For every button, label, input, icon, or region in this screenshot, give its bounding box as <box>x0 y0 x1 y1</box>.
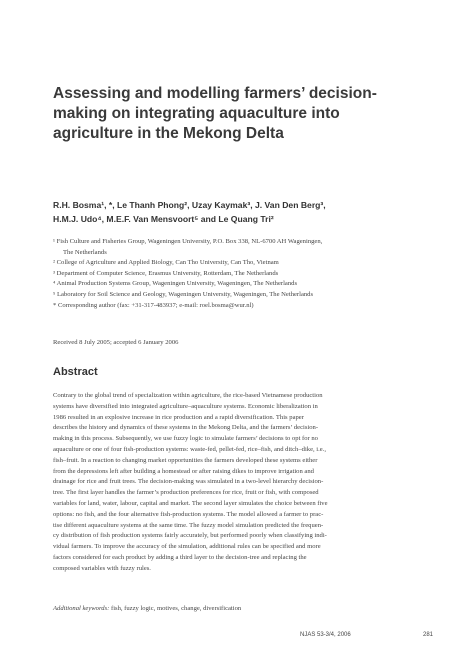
abstract-line: aquaculture or one of four fish-production systems: waste-fed, pellet-fed, rice–fish, and ditch–dike, i.e., <box>53 445 327 453</box>
title-line: agriculture in the Mekong Delta <box>53 125 284 142</box>
journal-reference: NJAS 53-3/4, 2006 <box>300 632 351 638</box>
abstract-line: Contrary to the global trend of specialization within agriculture, the rice-based Vietnamese production <box>53 392 323 399</box>
abstract-line: vidual farmers. To improve the accuracy of the simulation, additional rules can be specified and more <box>53 543 321 551</box>
keywords-label: Additional keywords: <box>53 605 110 612</box>
abstract-line: 1986 resulted in an explosive increase in rice production and a rapid diversification. This paper <box>53 413 304 421</box>
affiliation-item: The Netherlands <box>63 248 107 256</box>
abstract-line: fish–fruit. In a reaction to changing market opportunities the farmers developed these systems either <box>53 456 318 464</box>
abstract-line: cy distribution of fish production systems fairly accurately, but performed poorly when classifying indi- <box>53 532 327 540</box>
abstract-line: variables for land, water, labour, capital and market. The second layer simulates the choice between five <box>53 499 328 507</box>
page-footer <box>300 632 433 638</box>
affiliation-item: ⁵ Laboratory for Soil Science and Geology, Wageningen University, Wageningen, The Netherlands <box>53 290 314 298</box>
affiliation-item: ³ Department of Computer Science, Erasmus University, Rotterdam, The Netherlands <box>53 269 279 277</box>
author-line: H.M.J. Udo⁴, M.E.F. Van Mensvoort⁵ and Le Quang Tri² <box>53 214 274 224</box>
abstract-line: factors considered for each product by adding a third layer to the decision-tree and replacing the <box>53 553 307 561</box>
abstract-line: tree. The first layer handles the farmer’s production preferences for rice, fruit or fish, with composed <box>53 489 319 497</box>
abstract-line: from the depressions left after building a homestead or after raising dikes to improve irrigation and <box>53 467 314 475</box>
abstract-line: drainage for rice and fruit trees. The decision-making was simulated in a two-level hierarchy decision- <box>53 478 324 486</box>
title-line: making on integrating aquaculture into <box>53 105 340 122</box>
page-number: 281 <box>422 632 433 638</box>
title-line: Assessing and modelling farmers’ decision- <box>53 85 377 102</box>
paper-title <box>53 84 433 144</box>
abstract-line: systems have diversified into integrated agriculture–aquaculture systems. Economic liberalization in <box>53 402 318 410</box>
abstract-heading: Abstract <box>53 366 98 378</box>
affiliation-item: ² College of Agriculture and Applied Biology, Can Tho University, Can Tho, Vietnam <box>53 259 279 267</box>
abstract-line: options: no fish, and the four alternative fish-production systems. The model allowed a farmer to prac- <box>53 510 324 518</box>
abstract-line: composed variables with fuzzy rules. <box>53 564 151 572</box>
affiliation-list <box>53 237 433 311</box>
abstract-line: tise different aquaculture systems at the same time. The fuzzy model simulation predicted the frequen- <box>53 521 324 529</box>
affiliation-item: ¹ Fish Culture and Fisheries Group, Wageningen University, P.O. Box 338, NL-6700 AH Wageningen, <box>53 238 323 245</box>
abstract-line: describes the history and dynamics of these systems in the Mekong Delta, and the farmers’ decision- <box>53 424 319 432</box>
corresponding-author-note: * Corresponding author (fax: +31-317-483937; e-mail: roel.bosma@wur.nl) <box>53 301 254 309</box>
author-line: R.H. Bosma¹, *, Le Thanh Phong², Uzay Kaymak³, J. Van Den Berg³, <box>53 200 326 210</box>
abstract-body <box>53 391 433 575</box>
additional-keywords <box>53 605 433 612</box>
received-dates: Received 8 July 2005; accepted 6 January 2006 <box>53 339 179 346</box>
abstract-line: making in this process. Subsequently, we use fuzzy logic to simulate farmers’ decisions to opt for no <box>53 435 318 443</box>
affiliation-item: ⁴ Animal Production Systems Group, Wageningen University, Wageningen, The Netherlands <box>53 280 298 288</box>
keywords-text: fish, fuzzy logic, motives, change, diversification <box>109 605 242 612</box>
author-list <box>53 198 433 226</box>
